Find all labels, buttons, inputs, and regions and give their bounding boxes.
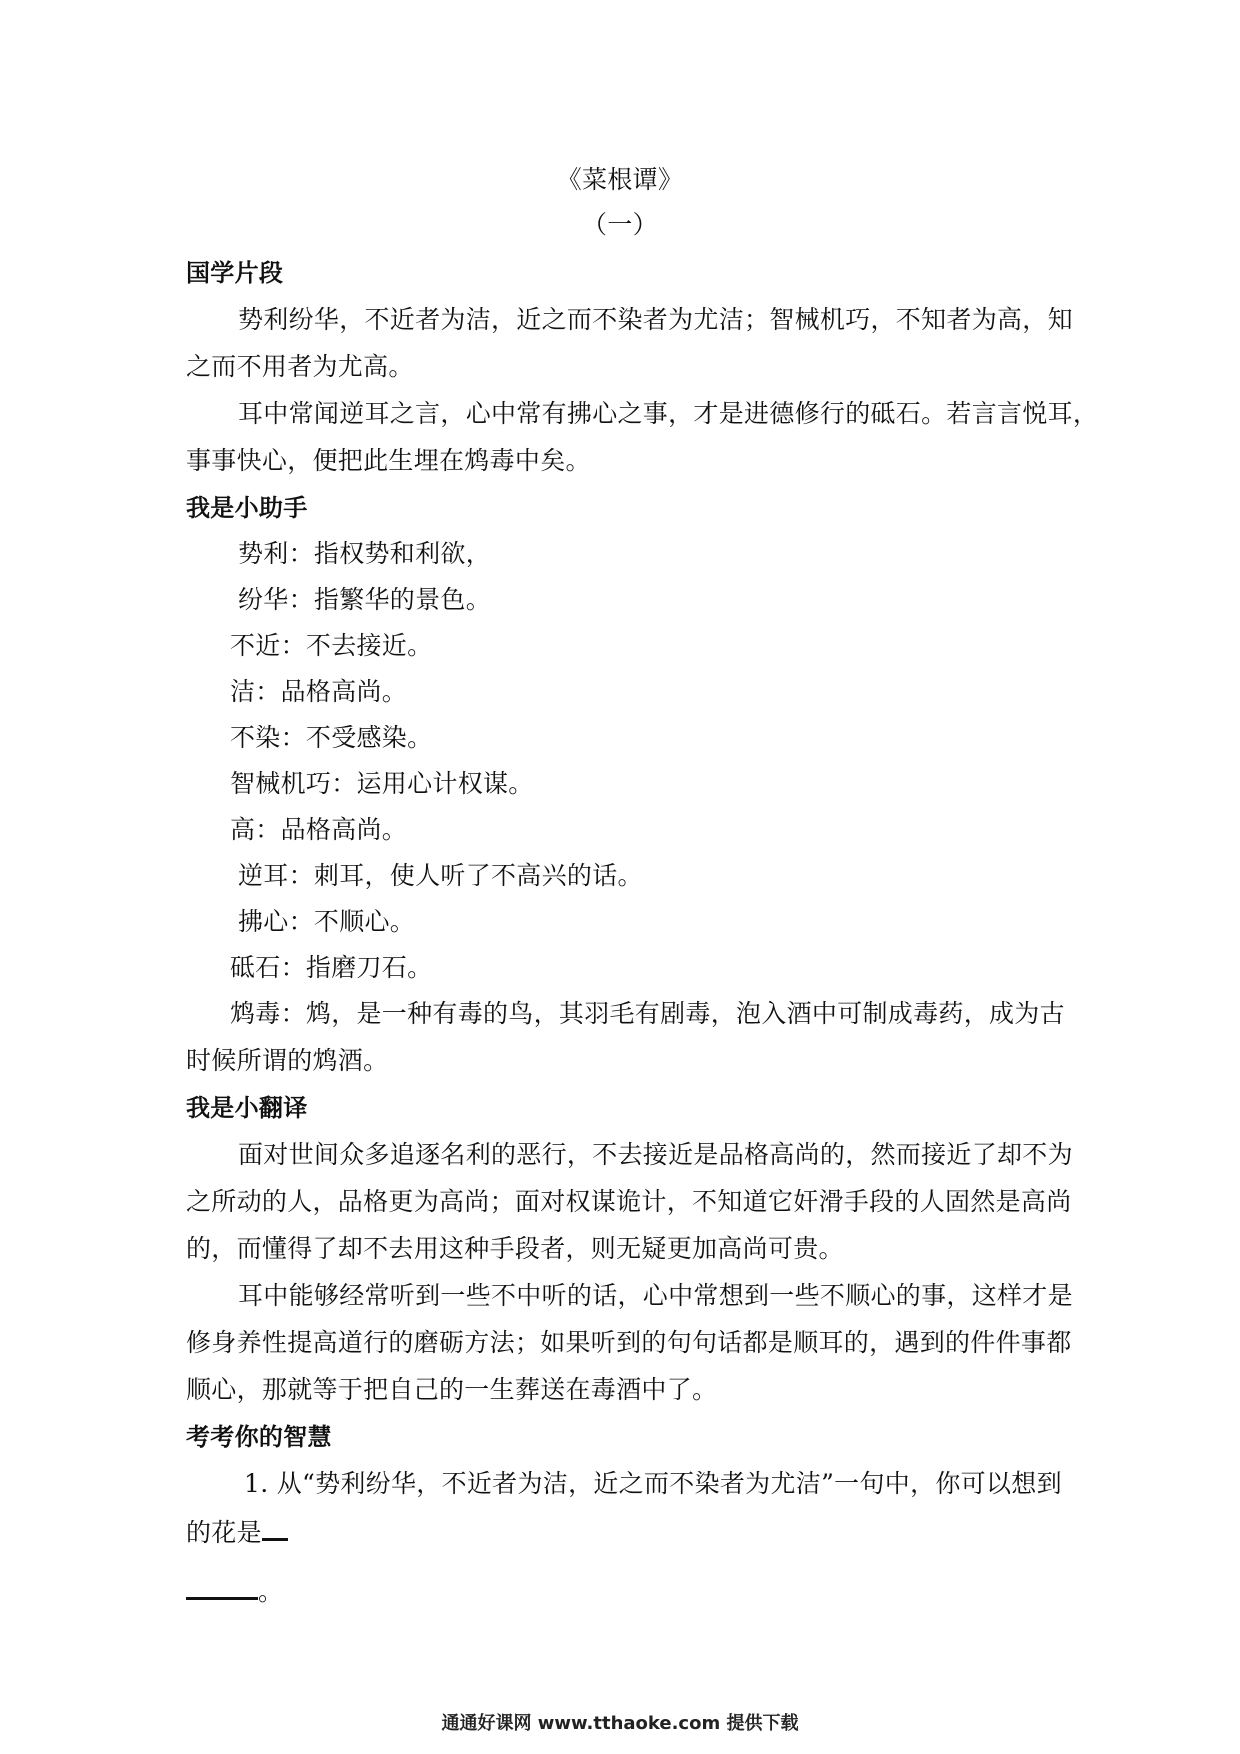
- excerpt-line: 势利纷华，不近者为洁，近之而不染者为尤洁；智械机巧，不知者为高，知: [238, 305, 1073, 334]
- glossary-item: 不染：不受感染。: [230, 723, 433, 752]
- quiz-question-1-text: 的花是: [186, 1518, 262, 1547]
- section-heading-excerpt: 国学片段: [186, 259, 284, 287]
- glossary-item: 时候所谓的鸩酒。: [186, 1046, 389, 1075]
- translation-line: 修身养性提高道行的磨砺方法；如果听到的句句话都是顺耳的，遇到的件件事都: [186, 1328, 1072, 1357]
- excerpt-line: 之而不用者为尤高。: [186, 352, 414, 381]
- glossary-item: 砥石：指磨刀石。: [230, 953, 433, 982]
- glossary-item: 智械机巧：运用心计权谋。: [230, 769, 534, 798]
- quiz-question-1-cont: [186, 1516, 288, 1548]
- glossary-item: 势利：指权势和利欲，: [238, 539, 492, 568]
- page-subtitle: （一）: [582, 210, 658, 239]
- translation-line: 耳中能够经常听到一些不中听的话，心中常想到一些不顺心的事，这样才是: [238, 1281, 1073, 1310]
- section-heading-translate: 我是小翻译: [186, 1094, 308, 1122]
- page-title: 《菜根谭》: [556, 165, 684, 194]
- translation-line: 的，而懂得了却不去用这种手段者，则无疑更加高尚可贵。: [186, 1234, 844, 1263]
- section-heading-helper: 我是小助手: [186, 494, 308, 522]
- glossary-item: 纷华：指繁华的景色。: [238, 585, 492, 614]
- quiz-answer-line: [186, 1575, 283, 1607]
- page-footer: 通通好课网 www.tthaoke.com 提供下载: [441, 1713, 799, 1734]
- answer-blank-continued[interactable]: [186, 1575, 258, 1600]
- excerpt-line: 事事快心，便把此生埋在鸩毒中矣。: [186, 446, 591, 475]
- quiz-question-1: 1. 从“势利纷华，不近者为洁，近之而不染者为尤洁”一句中，你可以想到: [244, 1469, 1062, 1498]
- translation-line: 顺心，那就等于把自己的一生葬送在毒酒中了。: [186, 1375, 718, 1404]
- section-heading-quiz: 考考你的智慧: [186, 1423, 332, 1451]
- excerpt-line: 耳中常闻逆耳之言，心中常有拂心之事，才是进德修行的砥石。若言言悦耳，: [238, 399, 1099, 428]
- glossary-item: 拂心：不顺心。: [238, 907, 416, 936]
- translation-line: 之所动的人，品格更为高尚；面对权谋诡计，不知道它奸滑手段的人固然是高尚: [186, 1187, 1072, 1216]
- translation-line: 面对世间众多追逐名利的恶行，不去接近是品格高尚的，然而接近了却不为: [238, 1140, 1073, 1169]
- glossary-item: 高：品格高尚。: [230, 815, 408, 844]
- quiz-end-punct: 。: [258, 1577, 284, 1606]
- glossary-item: 逆耳：刺耳，使人听了不高兴的话。: [238, 861, 643, 890]
- glossary-item: 鸩毒：鸩，是一种有毒的鸟，其羽毛有剧毒，泡入酒中可制成毒药，成为古: [230, 999, 1065, 1028]
- glossary-item: 不近：不去接近。: [230, 631, 433, 660]
- answer-blank[interactable]: [262, 1516, 288, 1541]
- glossary-item: 洁：品格高尚。: [230, 677, 408, 706]
